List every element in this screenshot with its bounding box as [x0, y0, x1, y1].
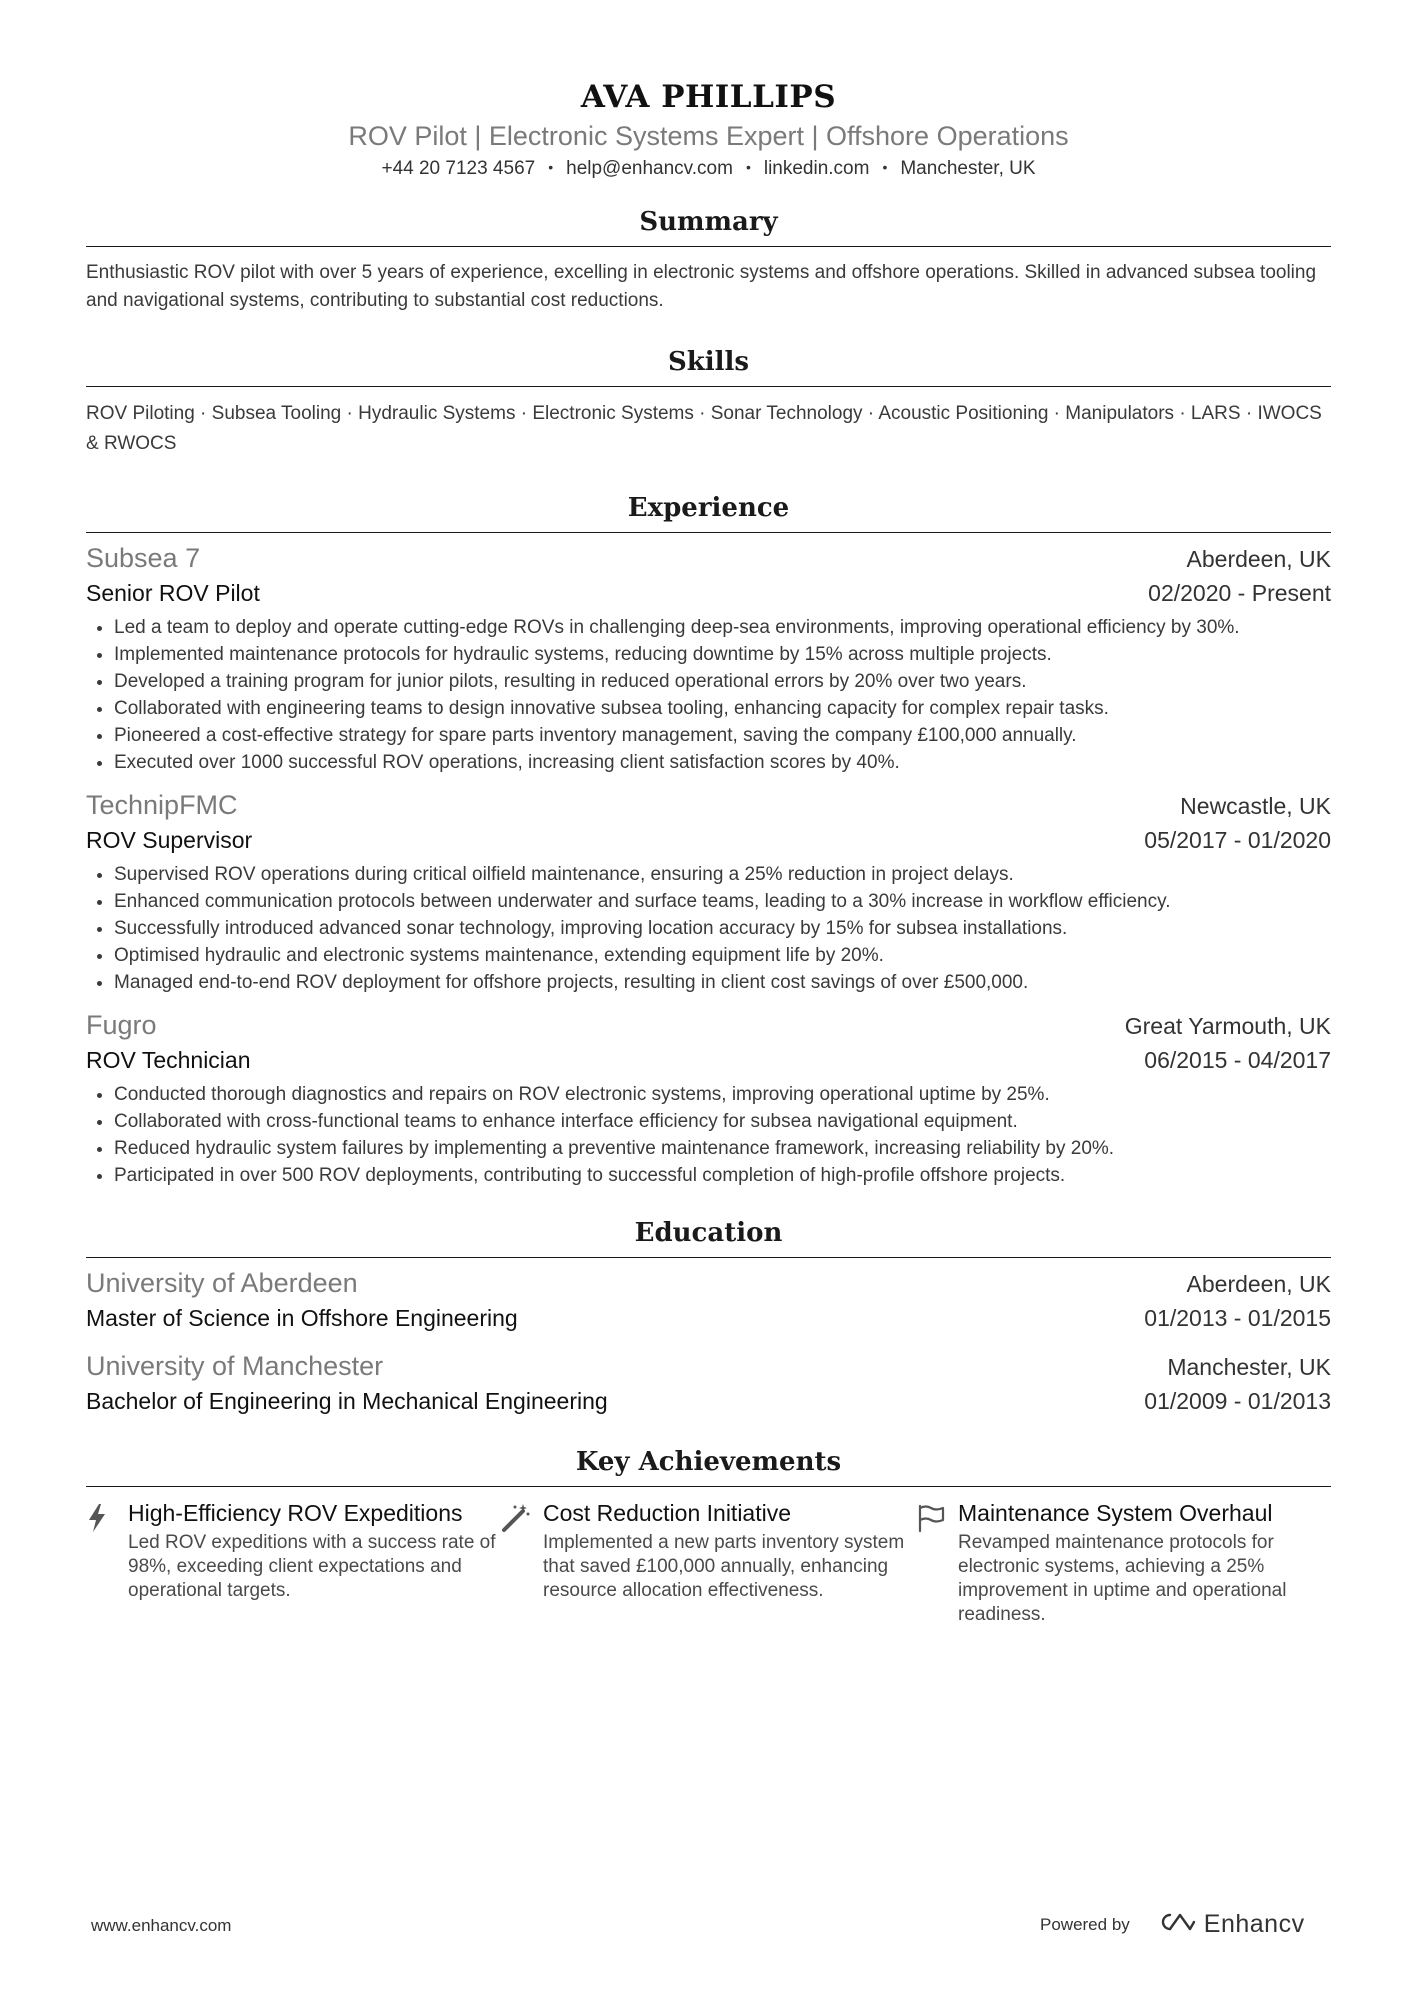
- bullet-item: • Implemented maintenance protocols for hydraulic systems, reducing downtime by 15% across multiple projects.: [114, 641, 1331, 668]
- job-entry: [86, 541, 1331, 776]
- bullet-item: • Led a team to deploy and operate cutting-edge ROVs in challenging deep-sea environments, improving operational efficiency by 30%.: [114, 614, 1331, 641]
- footer-website-link[interactable]: www.enhancv.com: [91, 1916, 232, 1935]
- job-bullets: [86, 1081, 1331, 1189]
- job-dates: 05/2017 - 01/2020: [1144, 827, 1331, 853]
- achievement-desc: Led ROV expeditions with a success rate of 98%, exceeding client expectations and operational targets.: [128, 1532, 496, 1601]
- bullet-item: • Participated in over 500 ROV deployments, contributing to successful completion of high-profile offshore projects.: [114, 1162, 1331, 1189]
- flag-icon: [916, 1499, 958, 1627]
- achievement-title: High-Efficiency ROV Expeditions: [128, 1500, 463, 1526]
- achievement-item: [916, 1499, 1331, 1627]
- bullet-item: • Supervised ROV operations during critical oilfield maintenance, ensuring a 25% reduction in project delays.: [114, 861, 1331, 888]
- achievement-desc: Implemented a new parts inventory system that saved £100,000 annually, enhancing resource allocation effectiveness.: [543, 1532, 905, 1601]
- location: Manchester, UK: [900, 158, 1036, 179]
- education-entry: [86, 1349, 1331, 1418]
- job-bullets: [86, 861, 1331, 996]
- separator-dot: •: [548, 159, 554, 175]
- degree: Master of Science in Offshore Engineering: [86, 1305, 518, 1331]
- bullet-item: • Developed a training program for junior pilots, resulting in reduced operational errors by 20% over two years.: [114, 668, 1331, 695]
- bullet-item: • Enhanced communication protocols between underwater and surface teams, leading to a 30% increase in workflow efficiency.: [114, 888, 1331, 915]
- job-location: Newcastle, UK: [1180, 793, 1331, 819]
- company-name: Fugro: [86, 1010, 157, 1040]
- linkedin-link[interactable]: linkedin.com: [763, 158, 870, 179]
- school-name: University of Manchester: [86, 1351, 384, 1381]
- enhancv-logo-icon: [1156, 1910, 1196, 1939]
- experience-section: [86, 490, 1331, 1189]
- job-dates: 06/2015 - 04/2017: [1144, 1047, 1331, 1073]
- bullet-item: • Optimised hydraulic and electronic systems maintenance, extending equipment life by 20%.: [114, 942, 1331, 969]
- achievement-item: [86, 1499, 501, 1627]
- education-dates: 01/2013 - 01/2015: [1144, 1305, 1331, 1331]
- footer-branding[interactable]: [1040, 1910, 1305, 1939]
- skills-section: [86, 344, 1331, 459]
- section-title: Education: [86, 1215, 1331, 1258]
- school-name: University of Aberdeen: [86, 1268, 358, 1298]
- achievements-section: [86, 1444, 1331, 1627]
- job-location: Aberdeen, UK: [1186, 546, 1331, 572]
- education-dates: 01/2009 - 01/2013: [1144, 1388, 1331, 1414]
- section-title: Summary: [86, 204, 1331, 247]
- achievement-title: Cost Reduction Initiative: [543, 1500, 792, 1526]
- skills-text: ROV Piloting · Subsea Tooling · Hydraulic Systems · Electronic Systems · Sonar Technology · Acoustic Positioning · Manipulators · LARS · IWOCS & RWOCS: [86, 403, 1322, 454]
- lightning-icon: [86, 1499, 128, 1627]
- section-title: Experience: [86, 490, 1331, 533]
- achievements-grid: [86, 1499, 1331, 1627]
- brand-name: Enhancv: [1203, 1910, 1305, 1938]
- separator-dot: •: [745, 159, 751, 175]
- magic-wand-icon: [501, 1499, 543, 1627]
- school-location: Aberdeen, UK: [1186, 1271, 1331, 1297]
- phone[interactable]: +44 20 7123 4567: [381, 158, 536, 179]
- powered-by-label: Powered by: [1040, 1914, 1130, 1934]
- job-dates: 02/2020 - Present: [1148, 580, 1331, 606]
- company-name: Subsea 7: [86, 543, 201, 573]
- email-link[interactable]: help@enhancv.com: [566, 158, 733, 179]
- education-section: [86, 1215, 1331, 1418]
- job-entry: [86, 788, 1331, 996]
- job-title: ROV Supervisor: [86, 827, 253, 853]
- degree: Bachelor of Engineering in Mechanical Engineering: [86, 1388, 608, 1414]
- job-location: Great Yarmouth, UK: [1124, 1013, 1331, 1039]
- section-title: Key Achievements: [86, 1444, 1331, 1487]
- separator-dot: •: [882, 159, 888, 175]
- headline: ROV Pilot | Electronic Systems Expert | Offshore Operations: [348, 121, 1069, 151]
- job-title: Senior ROV Pilot: [86, 580, 260, 606]
- achievement-title: Maintenance System Overhaul: [958, 1500, 1273, 1526]
- resume-page: [86, 0, 1331, 1627]
- bullet-item: • Collaborated with cross-functional teams to enhance interface efficiency for subsea navigational equipment.: [114, 1108, 1331, 1135]
- company-name: TechnipFMC: [86, 790, 238, 820]
- achievement-desc: Revamped maintenance protocols for electronic systems, achieving a 25% improvement in uptime and operational readiness.: [958, 1532, 1287, 1625]
- summary-text: Enthusiastic ROV pilot with over 5 years of experience, excelling in electronic systems and offshore operations. Skilled in advanced subsea tooling and navigational systems, contributing to substantial cost reductions.: [86, 262, 1317, 311]
- bullet-item: • Executed over 1000 successful ROV operations, increasing client satisfaction scores by 40%.: [114, 749, 1331, 776]
- school-location: Manchester, UK: [1167, 1354, 1331, 1380]
- bullet-item: • Managed end-to-end ROV deployment for offshore projects, resulting in client cost savings of over £500,000.: [114, 969, 1331, 996]
- education-entry: [86, 1266, 1331, 1335]
- contact-line: [86, 156, 1331, 182]
- bullet-item: • Conducted thorough diagnostics and repairs on ROV electronic systems, improving operational uptime by 25%.: [114, 1081, 1331, 1108]
- achievement-item: [501, 1499, 916, 1627]
- bullet-item: • Reduced hydraulic system failures by implementing a preventive maintenance framework, increasing reliability by 20%.: [114, 1135, 1331, 1162]
- section-title: Skills: [86, 344, 1331, 387]
- summary-section: [86, 204, 1331, 315]
- candidate-name: AVA PHILLIPS: [580, 79, 837, 115]
- bullet-item: • Collaborated with engineering teams to design innovative subsea tooling, enhancing capacity for complex repair tasks.: [114, 695, 1331, 722]
- resume-header: [86, 0, 1331, 182]
- bullet-item: • Pioneered a cost-effective strategy for spare parts inventory management, saving the company £100,000 annually.: [114, 722, 1331, 749]
- job-title: ROV Technician: [86, 1047, 251, 1073]
- job-entry: [86, 1008, 1331, 1189]
- job-bullets: [86, 614, 1331, 776]
- bullet-item: • Successfully introduced advanced sonar technology, improving location accuracy by 15% for subsea installations.: [114, 915, 1331, 942]
